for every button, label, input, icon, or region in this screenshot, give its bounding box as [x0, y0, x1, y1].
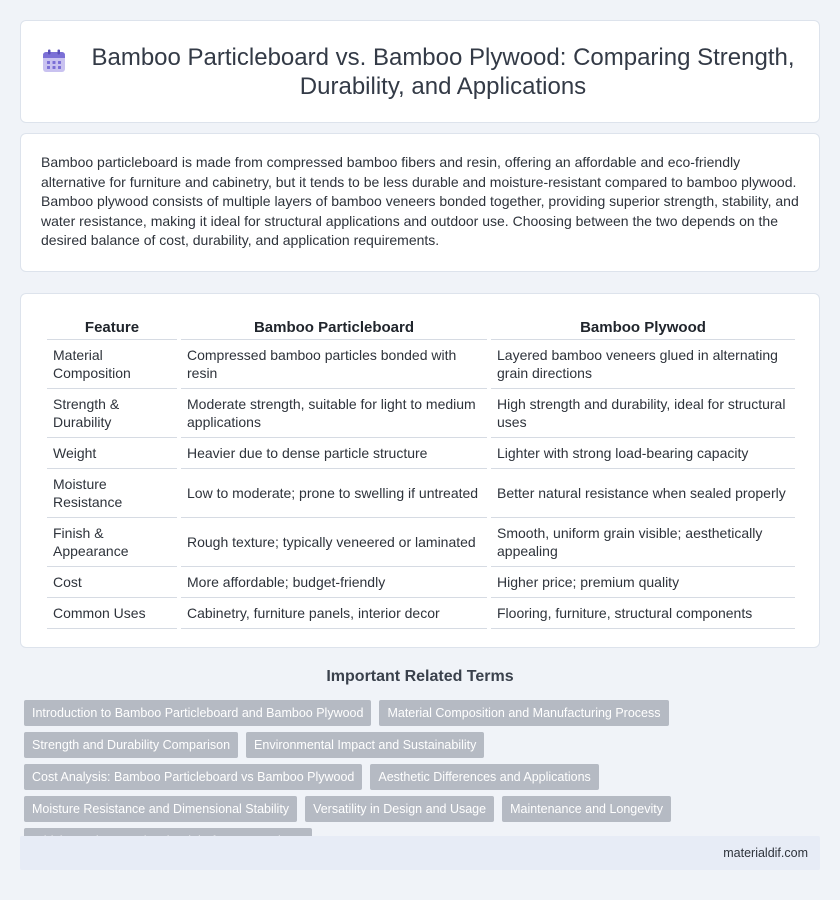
- cell-plywood: Smooth, uniform grain visible; aesthetically appealing: [491, 518, 795, 567]
- table-row: [47, 438, 795, 469]
- cell-feature: Common Uses: [47, 598, 177, 629]
- related-term-tag[interactable]: Strength and Durability Comparison: [24, 732, 238, 758]
- cell-particleboard: More affordable; budget-friendly: [181, 567, 487, 598]
- table-row: [47, 469, 795, 518]
- related-term-tag[interactable]: Introduction to Bamboo Particleboard and Bamboo Plywood: [24, 700, 371, 726]
- related-term-tag[interactable]: Aesthetic Differences and Applications: [370, 764, 598, 790]
- cell-particleboard: Rough texture; typically veneered or laminated: [181, 518, 487, 567]
- related-terms-heading: Important Related Terms: [326, 668, 514, 685]
- footer-site-link[interactable]: materialdif.com: [723, 846, 808, 860]
- cell-particleboard: Heavier due to dense particle structure: [181, 438, 487, 469]
- cell-plywood: High strength and durability, ideal for structural uses: [491, 389, 795, 438]
- table-row: [47, 598, 795, 629]
- table-header-row: [47, 316, 795, 340]
- intro-card: [20, 133, 820, 272]
- intro-paragraph: Bamboo particleboard is made from compressed bamboo fibers and resin, offering an affordable and eco-friendly alternative for furniture and cabinetry, but it tends to be less durable and moisture-resistant compared to bamboo plywood. Bamboo plywood consists of multiple layers of bamboo veneers bonded together, providing superior strength, stability, and water resistance, making it ideal for structural applications and outdoor use. Choosing between the two depends on the desired balance of cost, durability, and application requirements.: [41, 154, 799, 248]
- table-row: [47, 389, 795, 438]
- cell-feature: Moisture Resistance: [47, 469, 177, 518]
- cell-particleboard: Cabinetry, furniture panels, interior decor: [181, 598, 487, 629]
- related-term-tag[interactable]: Environmental Impact and Sustainability: [246, 732, 484, 758]
- table-row: [47, 518, 795, 567]
- related-term-tag[interactable]: Versatility in Design and Usage: [305, 796, 494, 822]
- header-feature: Feature: [47, 316, 177, 340]
- cell-plywood: Lighter with strong load-bearing capacity: [491, 438, 795, 469]
- cell-feature: Material Composition: [47, 340, 177, 389]
- related-term-tag[interactable]: Maintenance and Longevity: [502, 796, 671, 822]
- cell-feature: Weight: [47, 438, 177, 469]
- related-term-tag[interactable]: Moisture Resistance and Dimensional Stability: [24, 796, 297, 822]
- cell-particleboard: Compressed bamboo particles bonded with resin: [181, 340, 487, 389]
- cell-feature: Strength & Durability: [47, 389, 177, 438]
- table-row: [47, 567, 795, 598]
- related-term-tag[interactable]: Material Composition and Manufacturing Process: [379, 700, 668, 726]
- page-title: Bamboo Particleboard vs. Bamboo Plywood: Comparing Strength, Durability, and Applications: [91, 43, 795, 100]
- cell-particleboard: Low to moderate; prone to swelling if untreated: [181, 469, 487, 518]
- header-card: [20, 20, 820, 123]
- cell-plywood: Layered bamboo veneers glued in alternating grain directions: [491, 340, 795, 389]
- related-term-tag[interactable]: Cost Analysis: Bamboo Particleboard vs Bamboo Plywood: [24, 764, 362, 790]
- footer: [20, 836, 820, 870]
- cell-plywood: Higher price; premium quality: [491, 567, 795, 598]
- cell-feature: Finish & Appearance: [47, 518, 177, 567]
- cell-plywood: Better natural resistance when sealed properly: [491, 469, 795, 518]
- cell-feature: Cost: [47, 567, 177, 598]
- header-plywood: Bamboo Plywood: [491, 316, 795, 340]
- cell-particleboard: Moderate strength, suitable for light to medium applications: [181, 389, 487, 438]
- calendar-icon: [41, 48, 67, 74]
- comparison-table: [43, 316, 799, 629]
- comparison-table-card: [20, 293, 820, 648]
- header-particleboard: Bamboo Particleboard: [181, 316, 487, 340]
- cell-plywood: Flooring, furniture, structural components: [491, 598, 795, 629]
- table-row: [47, 340, 795, 389]
